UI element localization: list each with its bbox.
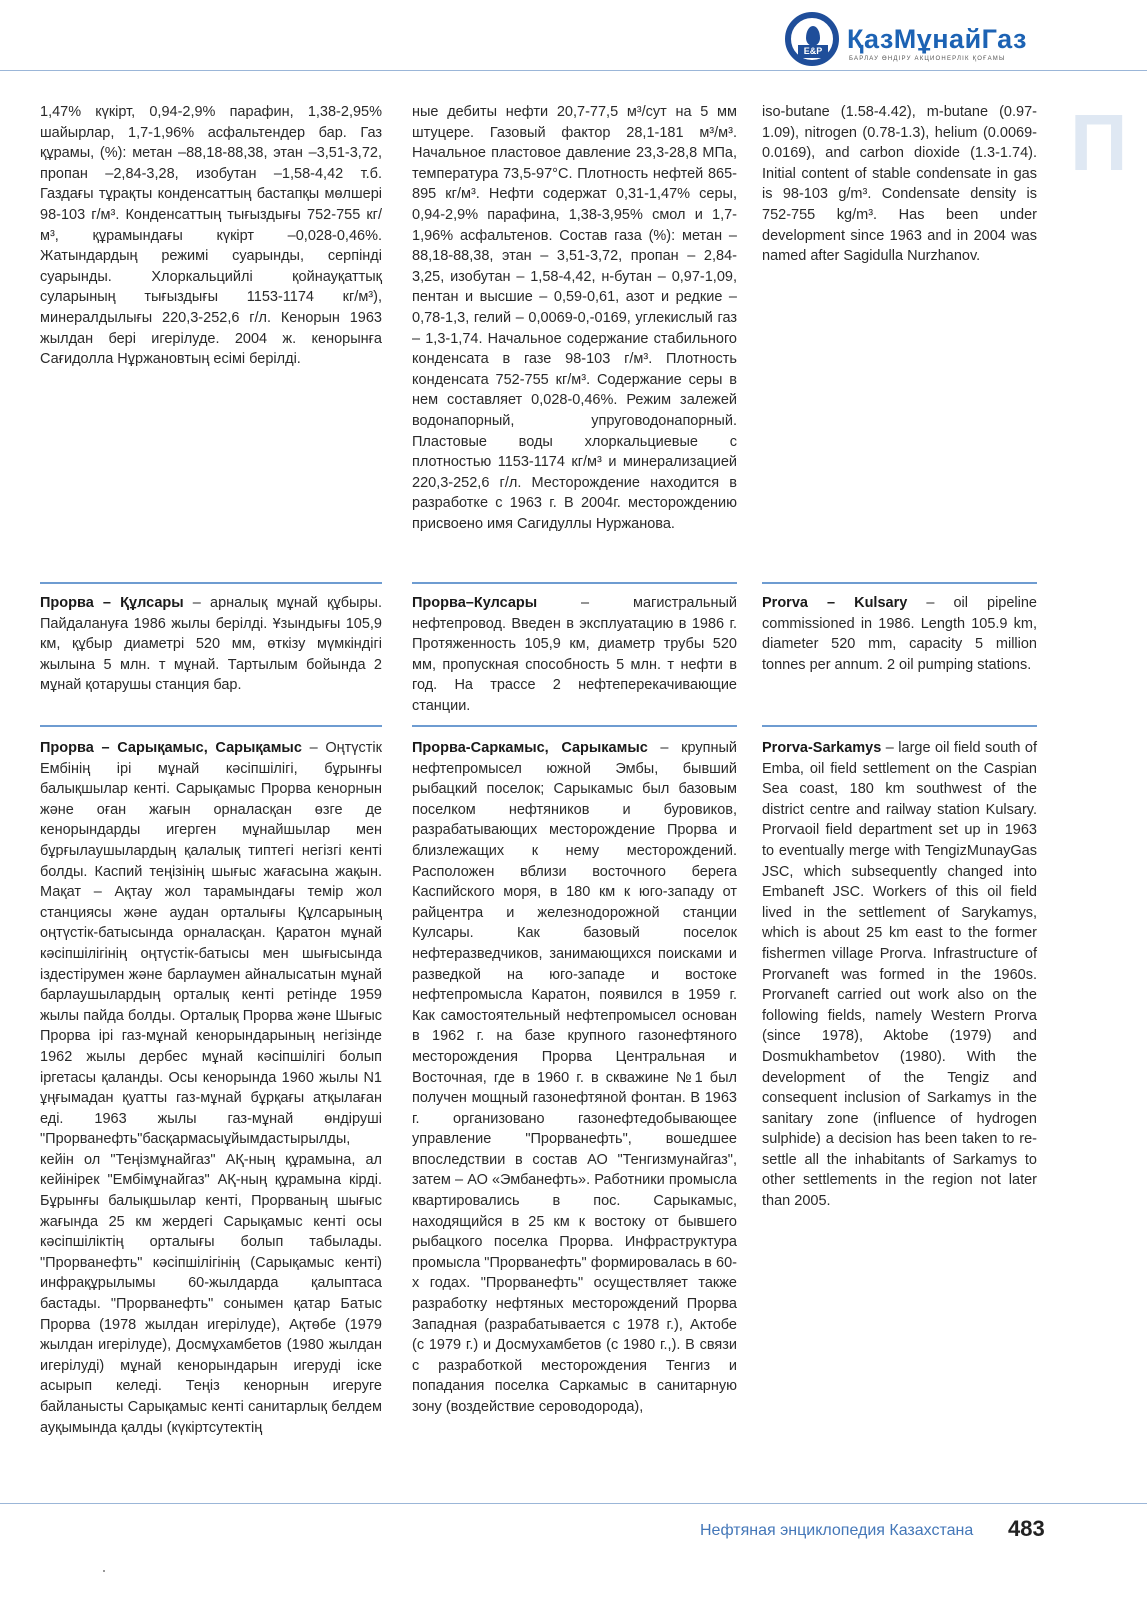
entry-sarkamys-ru (412, 738, 737, 1418)
section-letter-decor: П (1070, 98, 1128, 187)
section-divider (412, 725, 737, 727)
entry-continuation-kz: 1,47% күкірт, 0,94-2,9% парафин, 1,38-2,95% шайырлар, 1,7-1,96% асфальтендер бар. Газ құрамы, (%): метан –88,18-88,38, этан –3,51-3,72, пропан –2,84-3,28, изобутан –1,58-4,42 т.б. Газдағы тұрақты конденсаттың бастапқы мөлшері 98-103 г/м³. Конденсаттың тығыздығы 752-755 кг/м³, құрамындағы күкірт –0,028-0,46%. Жатындардың режимі суарынды, серпінді суарынды. Хлоркальцийлі қойнауқаттық суларының тығыздығы 1153-1174 кг/м³), минералдылығы 220,3-252,6 г/л. Кенорын 1963 жылдан бері игерілуде. 2004 ж. кенорынға Сағидолла Нұржановтың есімі берілді. (40, 104, 382, 368)
oil-drop-icon (806, 26, 820, 46)
entry-term: Прорва – Құлсары (40, 595, 184, 611)
footer-rule (0, 1503, 1147, 1504)
entry-text: – large oil field south of Emba, oil field settlement on the Caspian Sea coast, 180 km southwest of the district centre and railway station Kulsary. Prorvaoil field department set up in 1963 to eventually merge with TengizMunayGas JSC, which subsequently changed into Embaneft JSC. Workers of this oil field lived in the settlement of Sarykamys, which is about 25 km east to the former fishermen village Prorva. Infrastructure of Prorvaneft was formed in the 1960s. Prorvaneft carried out work also on the following fields, namely Western Prorva (since 1978), Aktobe (1979) and Dosmukhambetov (1980). With the development of the Tengiz and consequent inclusion of Sarkamys in the sanitary zone (influence of hydrogen sulphide) a decision has been taken to re-settle all the inhabitants of Sarkamys to other settlements in the region not later than 2005. (762, 740, 1037, 1210)
logo-badge: E&P (798, 45, 828, 58)
footer-book-title: Нефтяная энциклопедия Казахстана (700, 1522, 974, 1539)
entry-continuation-ru: ные дебиты нефти 20,7-77,5 м³/сут на 5 мм штуцере. Газовый фактор 28,1-181 м³/м³. Начальное пластовое давление 23,3-28,8 МПа, температура 73,5-97°С. Плотность нефтей 865-895 кг/м³. Нефти содержат 0,31-1,47% серы, 0,94-2,9% парафина, 1,38-3,95% смол и 1,7-1,96% асфальтенов. Состав газа (%): метан – 88,18-88,38, этан – 3,51-3,72, пропан – 2,84-3,25, изобутан – 1,58-4,42, н-бутан – 0,97-1,09, пентан и высшие – 0,59-0,61, азот и редкие – 0,78-1,3, гелий – 0,0069-0,-0169, углекислый газ – 1,3-1,74. Начальное содержание стабильного конденсата в газе 98-103 г/м³. Плотность конденсата 752-755 кг/м³. Содержание серы в нем составляет 0,028-0,46%. Режим залежей водонапорный, упруговодонапорный. Пластовые воды хлоркальциевые с плотностью 1153-1174 кг/м³ и минерализацией 220,3-252,6 г/л. Месторождение находится в разработке с 1963 г. В 2004г. месторождению присвоено имя Сагидуллы Нуржанова. (412, 104, 737, 532)
page-number: 483 (1008, 1516, 1045, 1541)
logo-emblem (785, 12, 839, 66)
entry-term: Прорва – Сарықамыс, Сарықамыс (40, 740, 302, 756)
entry-kulsary-en (762, 593, 1037, 675)
company-logo (785, 4, 1065, 74)
entry-text: – oil pipeline commissioned in 1986. Length 105.9 km, diameter 520 mm, capacity 5 million tonnes per annum. 2 oil pumping stations. (762, 595, 1037, 673)
logo-subtitle: БАРЛАУ ӨНДІРУ АКЦИОНЕРЛІК ҚОҒАМЫ (849, 56, 1006, 62)
entry-kulsary-kz (40, 593, 382, 696)
section-divider (412, 582, 737, 584)
entry-text: – магистральный нефтепровод. Введен в эксплуатацию в 1986 г. Протяженность 105,9 км, диаметр трубы 520 мм, пропускная способность 5 млн. т нефти в год. На трассе 2 нефтеперекачивающие станции. (412, 595, 737, 714)
section-divider (762, 582, 1037, 584)
entry-text: – арналық мұнай құбыры. Пайдалануға 1986 жылы берілді. Ұзындығы 105,9 км, құбыр диаметрі 520 мм, өткізу мүмкіндігі жылына 5 млн. т мұнай. Тартылым бойында 2 мұнай қотарушы станция бар. (40, 595, 382, 694)
section-divider (762, 725, 1037, 727)
entry-term: Прорва–Кулсары (412, 595, 538, 611)
entry-kulsary-ru (412, 593, 737, 717)
entry-sarkamys-kz (40, 738, 382, 1438)
scan-speck (103, 1570, 105, 1572)
entry-text: – Оңтүстік Ембінің ірі мұнай кәсіпшілігі, бұрынғы балықшылар кенті. Сарықамыс Прорва кенорнын және оған жағын орналасқан өзге де кенорындарды игерген мұнайшылар мен бұрғылаушылардың қалалық типтегі негізгі кенті болды. Каспий теңізінің шығыс жағасына жақын. Мақат – Ақтау жол тарамындағы темір жол станциясы және аудан орталығы Құлсарының оңтүстік-батысында орналасқан. Қаратон мұнай кәсіпшілігінің оңтүстік-батысы мен шығысында іздестірумен және барлаумен айналысатын мұнай барлаушылардың орталық кенті ретінде 1959 жылы пайда болды. Орталық Прорва және Шығыс Прорва ірі газ-мұнай кенорындарының негізінде 1962 жылы дербес мұнай кәсіпшілігі болып іргетасы қаланды. Осы кенорында 1960 жылы N1 ұңғымадан қуатты газ-мұнай бұрқағы атқылаған еді. 1963 жылы газ-мұнай өндіруші "Прорванефть"басқармасыұйымдастырылды, кейін ол "Теңізмұнайгаз" АҚ-ның құрамына, ал кейінірек "Ембімұнайгаз" АҚ-ның құрамына кірді. Бұрынғы балықшылар кенті, Прорваның шығыс жағында 25 км жердегі Сарықамыс кенті осы кәсіпшіліктің орталығы болып табылады. "Прорванефть" кәсіпшілігінің (Сарықамыс кенті) инфрақұрылымы 60-жылдарда қалыптаса бастады. "Прорванефть" сонымен қатар Батыс Прорва (1978 жылдан игерілуде), Ақтөбе (1979 жылдан игерілуде), Досмұхамбетов (1980 жылдан игерілуді) мұнай кенорындарын игеруді іске асырып келеді. Теңіз кенорнын игеруге байланысты Сарықамыс кенті санитарлық белдем ауқымында қалды (күкіртсутектің (40, 740, 382, 1436)
header-rule (0, 70, 1147, 71)
entry-sarkamys-en (762, 738, 1037, 1212)
entry-term: Prorva-Sarkamys (762, 740, 882, 756)
section-divider (40, 725, 382, 727)
entry-term: Prorva – Kulsary (762, 595, 908, 611)
entry-continuation-en: iso-butane (1.58-4.42), m-butane (0.97-1.09), nitrogen (0.78-1.3), helium (0.0069-0.0169), and carbon dioxide (1.3-1.74). Initial content of stable condensate in gas is 98-103 g/m³. Condensate density is 752-755 kg/m³. Has been under development since 1963 and in 2004 was named after Sagidulla Nurzhanov. (762, 104, 1037, 265)
section-divider (40, 582, 382, 584)
entry-text: – крупный нефтепромысел южной Эмбы, бывший рыбацкий поселок; Сарыкамыс был базовым поселком нефтяников и буровиков, разрабатывающих месторождение Прорва и близлежащих к нему месторождений. Расположен вблизи восточного берега Каспийского моря, в 180 км к юго-западу от райцентра и железнодорожной станции Кулсары. Как базовый поселок нефтеразведчиков, занимающихся поисками и разведкой на юго-западе и востоке нефтепромысла Каратон, появился в 1959 г. Как самостоятельный нефтепромысел основан в 1962 г. на базе крупного газонефтяного месторождения Прорва Центральная и Восточная, где в 1960 г. в скважине №1 был получен мощный газонефтяной фонтан. В 1963 г. организовано газонефтедобывающее управление "Прорванефть", вошедшее впоследствии в состав АО "Тенгизмунайгаз", затем – АО «Эмбанефть». Работники промысла квартировались в пос. Сарыкамыс, находящийся в 25 км к востоку от бывшего рыбацкого поселка Прорва. Инфраструктура промысла "Прорванефть" формировалась в 60-х годах. "Прорванефть" осуществляет также разработку нефтяных месторождений Прорва Западная (разрабатывается с 1978 г.), Актобе (с 1979 г.) и Досмухамбетов (с 1980 г.,). В связи с разработкой месторождения Тенгиз и попадания поселка Саркамыс в санитарную зону (воздействие сероводорода), (412, 740, 738, 1415)
logo-title: ҚазМұнайГаз (847, 24, 1027, 54)
entry-term: Прорва-Саркамыс, Сарыкамыс (412, 740, 648, 756)
